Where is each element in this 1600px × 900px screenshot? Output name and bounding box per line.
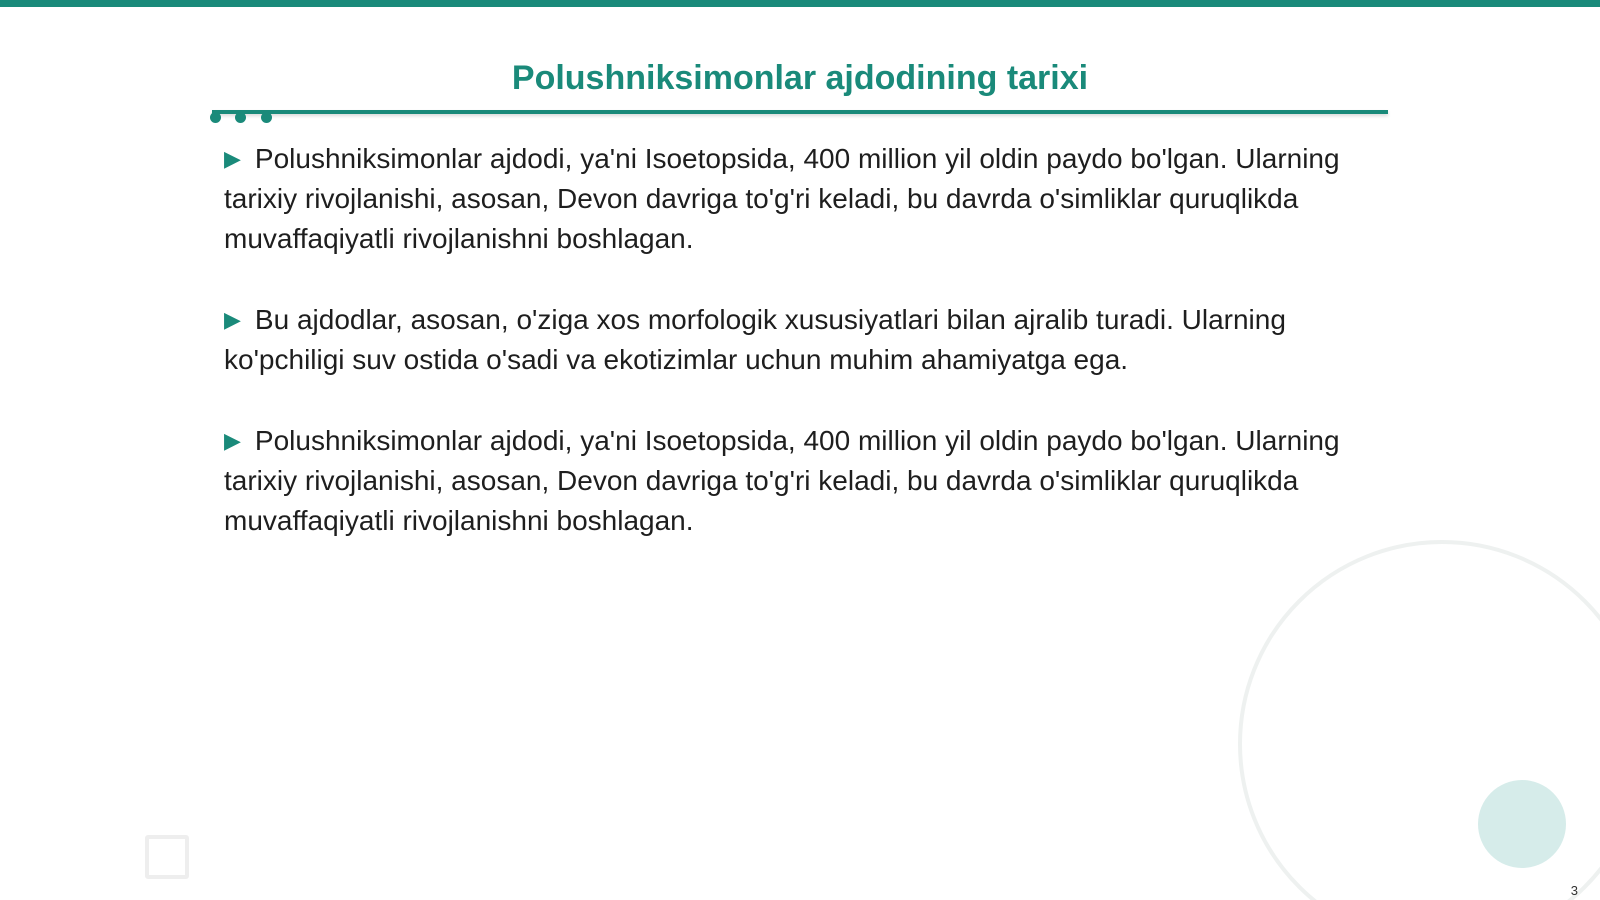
page-number: 3 xyxy=(1570,883,1578,898)
paragraph-text: Polushniksimonlar ajdodi, ya'ni Isoetopsida, 400 million yil oldin paydo bo'lgan. Ularning tarixiy rivojlanishi, asosan, Devon davriga to'g'ri keladi, bu davrda o'simliklar quruqlikda muvaffaqiyatli rivojlanishni boshlagan. xyxy=(224,143,1340,254)
triangle-bullet-icon: ▶ xyxy=(224,428,241,453)
slide-title: Polushniksimonlar ajdodining tarixi xyxy=(511,59,1089,97)
slide-body xyxy=(224,139,1394,582)
top-accent-bar xyxy=(0,0,1600,7)
decorative-circle xyxy=(1478,780,1566,868)
decorative-dot xyxy=(210,112,221,123)
decorative-square xyxy=(145,835,189,879)
bullet-paragraph xyxy=(224,139,1394,259)
title-underline xyxy=(212,110,1388,114)
decorative-dot xyxy=(235,112,246,123)
triangle-bullet-icon: ▶ xyxy=(224,146,241,171)
bullet-paragraph xyxy=(224,421,1394,541)
paragraph-text: Bu ajdodlar, asosan, o'ziga xos morfologik xususiyatlari bilan ajralib turadi. Ularning ko'pchiligi suv ostida o'sadi va ekotizimlar uchun muhim ahamiyatga ega. xyxy=(224,304,1286,375)
triangle-bullet-icon: ▶ xyxy=(224,307,241,332)
bullet-paragraph xyxy=(224,300,1394,380)
decorative-dot xyxy=(261,112,272,123)
paragraph-text: Polushniksimonlar ajdodi, ya'ni Isoetopsida, 400 million yil oldin paydo bo'lgan. Ularning tarixiy rivojlanishi, asosan, Devon davriga to'g'ri keladi, bu davrda o'simliklar quruqlikda muvaffaqiyatli rivojlanishni boshlagan. xyxy=(224,425,1340,536)
